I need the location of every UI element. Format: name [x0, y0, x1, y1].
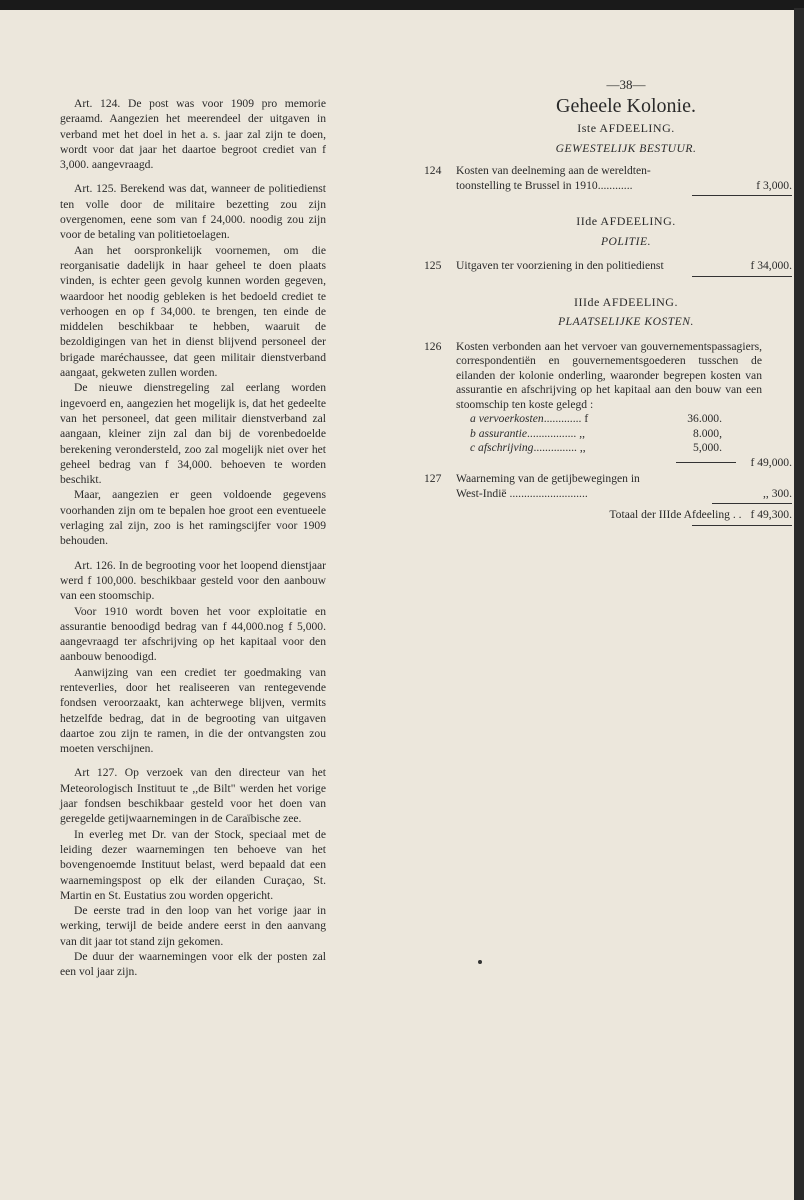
budget-item-124	[424, 164, 792, 193]
item-text: Kosten verbonden aan het vervoer van gouvernementspassagiers, correspondentiën en gouvernementsgoederen tusschen de eilanden der kolonie onderling, waaronder begrepen kosten van assurantie en afschrijving op het kapitaal aan den bouw van een stoomschip ten koste gelegd :	[456, 339, 762, 411]
right-column	[424, 78, 792, 528]
paragraph: Maar, aangezien er geen voldoende gegevens voorhanden zijn om te bepalen hoe groot een eventueele verlaging zal zijn, zoo is het ramingscijfer voor 1909 behouden.	[60, 488, 326, 548]
divider	[692, 276, 792, 277]
currency-mark: ,,	[579, 441, 586, 454]
sub-entry-value: 5,000.	[693, 441, 722, 454]
sub-entry-label: a vervoerkosten	[470, 412, 544, 425]
page-edge	[794, 8, 804, 1200]
currency-mark: ,,	[579, 426, 585, 440]
item-text: West-Indië	[456, 486, 507, 500]
item-amount: f 49,000.	[750, 455, 792, 469]
page-title: Geheele Kolonie.	[556, 94, 696, 117]
paragraph: Aanwijzing van een crediet ter goedmaking van renteverlies, door het realiseeren van rentegevende fondsen veroorzaakt, kan achterwege blijven, vermits hetzelfde bedrag, dat in de begrooting van uitgaven daartoe zou zijn te ramen, in die der ontvangsten zou moeten verschijnen.	[60, 665, 326, 756]
item-amount: ,, 300.	[763, 486, 792, 500]
article-number: 126	[424, 339, 442, 353]
paragraph: Art 127. Op verzoek van den directeur van het Meteorologisch Instituut te ,,de Bilt" werden het vorige jaar fondsen beschikbaar gesteld voor het doen van geregelde getijwaarnemingen in de Caraïbische zee.	[60, 766, 326, 826]
total-label: Totaal der IIIde Afdeeling . .	[609, 508, 742, 521]
item-amount: f 3,000.	[756, 178, 792, 192]
divider	[712, 503, 792, 504]
item-row	[456, 179, 792, 194]
paragraph: Aan het oorspronkelijk voornemen, om die reorganisatie dadelijk in haar geheel te doen plaats vinden, is echter geen gevolg kunnen worden gegeven, waardoor het noodig gebleken is het bedoeld crediet te verhoogen en op f 34,000. te brengen, ten einde de middelen beschikbaar te hebben, waaruit de bezoldigingen van het in dienst blijvend personeel der brigade maréchaussee, dat geen militair dienstverband aangaat, gekweten zullen worden.	[60, 243, 326, 380]
article-number: 124	[424, 164, 442, 177]
item-text: toonstelling te Brussel in 1910	[456, 178, 598, 192]
budget-item-127	[424, 472, 792, 501]
paragraph: Voor 1910 wordt boven het voor exploitatie en assurantie benoodigd bedrag van f 44,000.nog f 5,000. aangevraagd ter afschrijving op het kapitaal voor den aanbouw benoodigd.	[60, 604, 326, 664]
paragraph: In everleg met Dr. van der Stock, speciaal met de leiding dezer waarnemingen ten behoeve van het bovengenoemde Instituut belast, werd bepaald dat een waarnemingspost op elk der eilanden Curaçao, St. Martin en St. Eustatius zou worden opgericht.	[60, 827, 326, 902]
sub-entry-value: 36.000.	[687, 412, 722, 425]
paragraph: De eerste trad in den loop van het vorige jaar in werking, terwijl de beide andere eerst in den aanvang van dit jaar tot stand zijn gekomen.	[60, 904, 326, 948]
item-row	[456, 487, 792, 502]
item-text: Uitgaven ter voorziening in den politiedienst	[456, 259, 664, 272]
divider	[692, 195, 792, 196]
item-amount-row	[456, 456, 792, 471]
leader-dots: .............	[543, 412, 582, 425]
article-number: 125	[424, 259, 442, 272]
page-number: —38—	[606, 77, 646, 92]
item-text: Waarneming van de getijbewegingen in	[456, 472, 640, 485]
currency-mark: f	[584, 412, 589, 425]
section-heading: IIde AFDEELING.	[576, 214, 676, 228]
leader-dots: .................	[527, 426, 577, 440]
budget-item-126	[424, 340, 792, 471]
left-column	[60, 96, 326, 980]
leader-dots: ............	[597, 178, 633, 192]
sum-rule	[676, 462, 736, 463]
ink-dot	[478, 960, 482, 964]
paragraph: Art. 124. De post was voor 1909 pro memorie geraamd. Aangezien het meerendeel der uitgaven in verband met het doel in het a. s. jaar zal zijn te doen, wordt voor dat jaar het daartoe begroot crediet van f 3,000. aangevraagd.	[60, 97, 326, 172]
section-subheading: GEWESTELIJK BESTUUR.	[555, 141, 697, 155]
paragraph: Art. 125. Berekend was dat, wanneer de politiedienst ten volle door de militaire bezetting zou zijn overgenomen, eene som van f 24,000. noodig zou zijn voor de betaling van politietoelagen.	[60, 182, 326, 242]
paragraph: De nieuwe dienstregeling zal eerlang worden ingevoerd en, aangezien het mogelijk is, dat het gedeelte van het personeel, dat geen militair dienstverband zal aangaan, kleiner zijn zal dan bij de vorenbedoelde berekening verondersteld, zoo zal mogelijk niet over het geheel bedrag van f 34,000. behoeven te worden beschikt.	[60, 381, 326, 487]
article-number: 127	[424, 472, 442, 485]
section-subheading: POLITIE.	[600, 234, 652, 248]
item-amount: f 34,000.	[750, 259, 792, 272]
total-row	[424, 508, 792, 523]
paragraph: Art. 126. In de begrooting voor het loopend dienstjaar werd f 100,000. beschikbaar gesteld voor den aanbouw van een stoomschip.	[60, 558, 326, 603]
sub-entry	[456, 427, 792, 442]
paragraph: De duur der waarnemingen voor elk der posten zal een vol jaar zijn.	[60, 950, 326, 979]
section-subheading: PLAATSELIJKE KOSTEN.	[558, 315, 694, 328]
sub-entry-label: c afschrijving	[470, 441, 534, 454]
leader-dots: ...............	[533, 441, 577, 454]
sub-entry-label: b assurantie	[470, 426, 528, 440]
divider	[692, 525, 792, 526]
budget-item-125	[424, 259, 792, 274]
section-heading: Iste AFDEELING.	[577, 121, 675, 135]
leader-dots: ...........................	[509, 486, 588, 500]
total-amount: f 49,300.	[750, 508, 792, 521]
item-text: Kosten van deelneming aan de wereldten-	[456, 164, 651, 177]
section-heading: IIIde AFDEELING.	[574, 294, 678, 309]
sub-entry	[456, 441, 792, 456]
sub-entry-value: 8.000,	[693, 426, 722, 440]
sub-entry	[456, 412, 792, 427]
